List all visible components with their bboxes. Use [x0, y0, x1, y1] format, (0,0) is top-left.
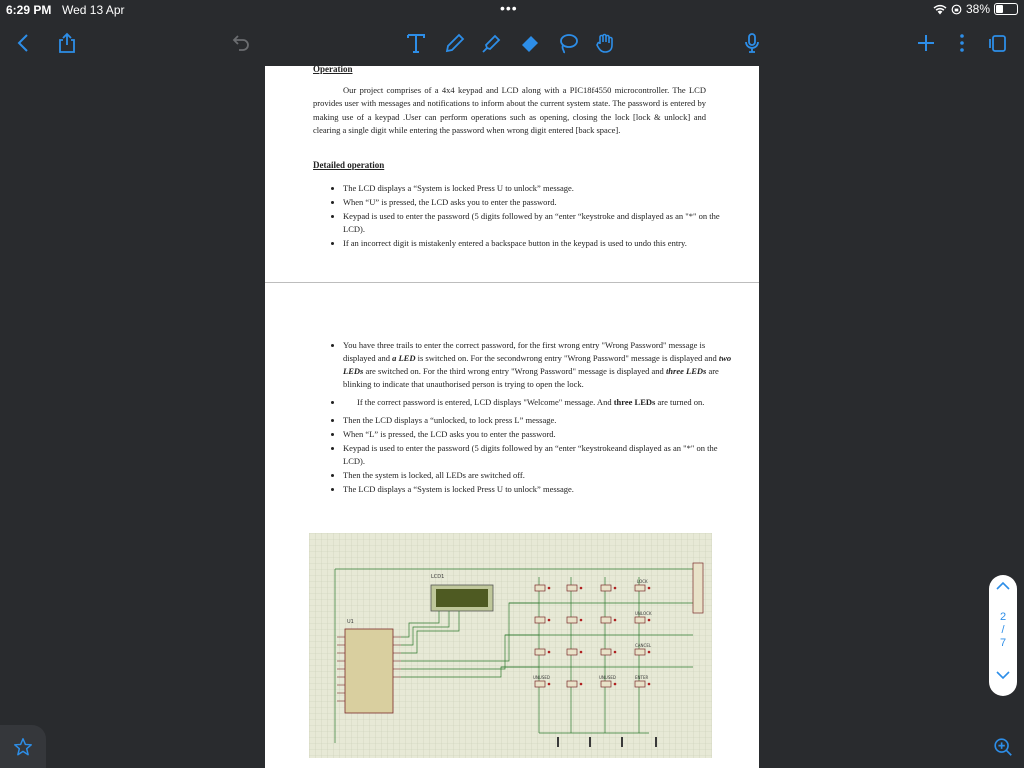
- next-page-button[interactable]: [989, 664, 1017, 686]
- list-item: • When “U” is pressed, the LCD asks you to enter the password.: [343, 196, 736, 209]
- key-label: LOCK: [637, 579, 648, 584]
- lcd-label: LCD1: [431, 574, 445, 580]
- current-page-number: 2: [999, 611, 1007, 623]
- list-item: • If an incorrect digit is mistakenly entered a backspace button in the keypad is used to undo this entry.: [343, 237, 736, 250]
- detailed-operation-list: [313, 182, 736, 251]
- page-separator: /: [1001, 624, 1005, 636]
- favorite-button[interactable]: [0, 725, 46, 768]
- lasso-tool-button[interactable]: [553, 28, 583, 58]
- emphasis: a LED: [392, 353, 416, 363]
- pages-button[interactable]: [983, 28, 1013, 58]
- more-icon: [950, 31, 974, 55]
- text-segment: is switched on. For the secondwrong entry "Wrong Password" message is displayed and: [415, 353, 719, 363]
- list-item: • Then the LCD displays a “unlocked, to lock press L” message.: [343, 414, 736, 427]
- share-icon: [55, 31, 79, 55]
- emphasis: three LEDs: [613, 397, 656, 407]
- status-time: 6:29 PM: [6, 3, 52, 17]
- undo-icon: [229, 31, 253, 55]
- microphone-icon: [740, 31, 764, 55]
- back-button[interactable]: [9, 28, 39, 58]
- share-button[interactable]: [52, 28, 82, 58]
- zoom-button[interactable]: [982, 725, 1024, 768]
- battery-percent: 38%: [965, 2, 990, 16]
- more-button[interactable]: [947, 28, 977, 58]
- battery-icon: [994, 3, 1018, 15]
- text-segment: You have three trails to enter the correct password, for the first wrong entry "Wrong Password" message is displayed and: [343, 340, 706, 363]
- total-pages: 7: [999, 637, 1007, 649]
- key-label: UNUSED: [533, 675, 550, 680]
- document-page[interactable]: [265, 66, 759, 768]
- orientation-lock-icon: [951, 4, 962, 15]
- detailed-operation-heading: Detailed operation: [313, 160, 385, 170]
- lasso-tool-icon: [556, 31, 580, 55]
- text-tool-button[interactable]: [401, 28, 431, 58]
- pen-tool-icon: [443, 31, 467, 55]
- highlighter-tool-button[interactable]: [477, 28, 507, 58]
- eraser-tool-button[interactable]: [515, 28, 545, 58]
- text-tool-icon: [404, 31, 428, 55]
- list-item: • Keypad is used to enter the password (5 digits followed by an “enter “keystrokeand displayed as an "*" on the LCD).: [343, 442, 736, 468]
- list-item: • Then the system is locked, all LEDs are switched off.: [343, 469, 736, 482]
- chevron-down-icon: [996, 670, 1010, 680]
- operation-heading: Operation: [313, 66, 353, 74]
- battery-level: [996, 5, 1003, 13]
- pages-icon: [986, 31, 1010, 55]
- text-segment: are blinking to indicate that unauthorised person is trying to open the lock.: [343, 366, 719, 389]
- pen-tool-button[interactable]: [440, 28, 470, 58]
- microcontroller-chip: [345, 629, 393, 713]
- key-label: ENTER: [635, 675, 649, 680]
- zoom-in-icon: [992, 736, 1014, 758]
- text-segment: are turned on.: [655, 397, 705, 407]
- eraser-tool-icon: [518, 31, 542, 55]
- highlighter-tool-icon: [480, 31, 504, 55]
- emphasis: two LEDs: [343, 353, 732, 376]
- status-date: Wed 13 Apr: [62, 3, 125, 17]
- key-label: CANCEL: [635, 643, 652, 648]
- list-item: [343, 396, 736, 409]
- page-divider: [265, 282, 759, 283]
- multitasking-dots[interactable]: •••: [500, 0, 518, 16]
- toolbar: [0, 22, 1024, 66]
- chevron-up-icon: [996, 581, 1010, 591]
- page-navigator: [989, 575, 1017, 696]
- status-indicators: [933, 2, 1018, 16]
- hand-tool-icon: [593, 31, 617, 55]
- list-item: • The LCD displays a “System is locked Press U to unlock” message.: [343, 483, 736, 496]
- undo-button[interactable]: [226, 28, 256, 58]
- list-item: • Keypad is used to enter the password (5 digits followed by an “enter “keystroke and displayed as an "*" on the LCD).: [343, 210, 736, 236]
- text-segment: are switched on. For the third wrong entry "Wrong Password" message is displayed and: [363, 366, 666, 376]
- text-segment: If the correct password is entered, LCD displays "Welcome" message. And: [357, 397, 614, 407]
- chevron-left-icon: [12, 31, 36, 55]
- page2-list: [313, 339, 736, 497]
- wifi-icon: [933, 4, 947, 15]
- add-icon: [914, 31, 938, 55]
- emphasis: three LEDs: [665, 366, 707, 376]
- key-label: UNLOCK: [635, 611, 652, 616]
- hand-tool-button[interactable]: [590, 28, 620, 58]
- list-item: [343, 339, 736, 391]
- microphone-button[interactable]: [737, 28, 767, 58]
- mcu-label: U1: [347, 619, 354, 625]
- circuit-schematic: [309, 533, 712, 758]
- list-item: • When “L” is pressed, the LCD asks you to enter the password.: [343, 428, 736, 441]
- list-item: • The LCD displays a “System is locked Press U to unlock” message.: [343, 182, 736, 195]
- status-bar: [0, 0, 1024, 22]
- previous-page-button[interactable]: [989, 575, 1017, 597]
- operation-paragraph: Our project comprises of a 4x4 keypad and LCD along with a PIC18f4550 microcontroller. The LCD provides user with messages and notifications to inform about the current system state. The password is entered by making use of a keypad .User can perform operations such as opening, closing the lock [lock & unlock] and clearing a single digit while entering the password when wrong digit entered [back space].: [313, 85, 706, 136]
- add-page-button[interactable]: [911, 28, 941, 58]
- star-icon: [12, 736, 34, 758]
- connector: [693, 563, 703, 613]
- key-label: UNUSED: [599, 675, 616, 680]
